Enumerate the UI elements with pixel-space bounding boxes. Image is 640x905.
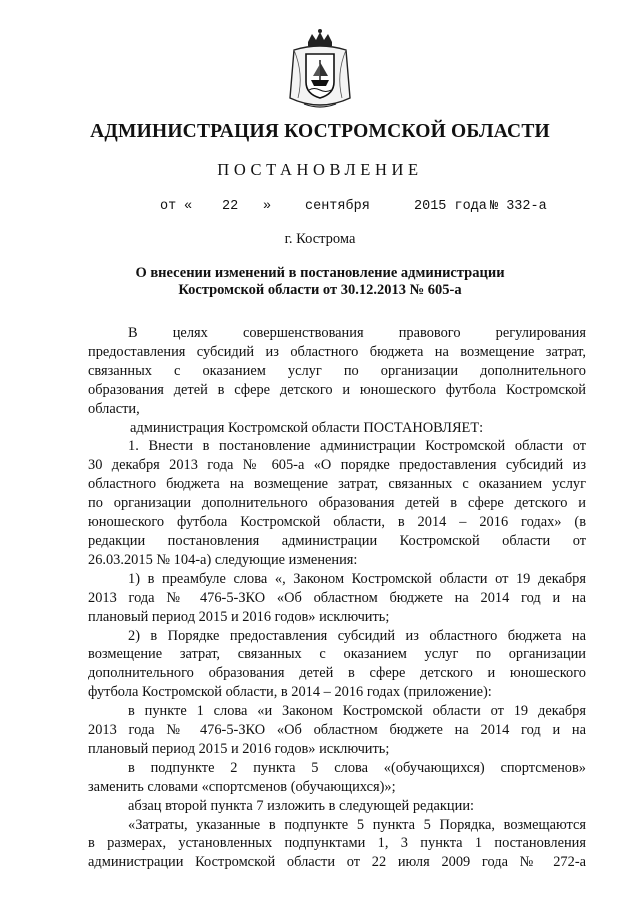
body-line: администрация Костромской области ПОСТАНОВЛЯЕТ:: [130, 419, 484, 436]
body-line: редакции постановления администрации Костромской области от: [88, 532, 586, 549]
coat-of-arms-emblem: [284, 28, 356, 112]
body-line: 2013 года № 476-5-ЗКО «Об областном бюджете на 2014 год и на: [88, 589, 586, 606]
body-line: в пункте 1 слова «и Законом Костромской области от 19 декабря: [128, 703, 586, 720]
document-body: [88, 324, 586, 872]
body-line: 30 декабря 2013 года № 605-а «О порядке предоставления субсидий из: [88, 457, 586, 474]
subject-line: О внесении изменений в постановление администрации: [135, 265, 505, 281]
body-line: юношеского футбола Костромской области, в 2014 – 2016 годах» (в: [88, 514, 586, 531]
body-line: предоставления субсидий из областного бюджета на возмещение затрат,: [88, 343, 586, 360]
date-year: 2015 года: [414, 199, 487, 214]
body-line: дополнительного образования детей в сфере детского и юношеского: [88, 665, 586, 682]
subject-line: Костромской области от 30.12.2013 № 605-а: [178, 282, 462, 298]
body-line: в подпункте 2 пункта 5 слова «(обучающихся) спортсменов»: [128, 759, 586, 776]
body-line: возмещение затрат, связанных с оказанием услуг по организации: [88, 646, 586, 663]
body-line: футбола Костромской области, в 2014 – 2016 годах (приложение):: [88, 684, 492, 701]
date-month: сентября: [305, 199, 370, 214]
body-line: В целях совершенствования правового регулирования: [128, 325, 586, 341]
document-type: ПОСТАНОВЛЕНИЕ: [217, 160, 423, 179]
body-line: области,: [88, 400, 140, 417]
body-line: 2) в Порядке предоставления субсидий из областного бюджета на: [128, 627, 586, 644]
date-day: 22: [222, 199, 239, 214]
body-line: областного бюджета на возмещение затрат, связанных с оказанием услуг: [88, 476, 586, 493]
document-date-line: [0, 199, 640, 219]
body-line: 26.03.2015 № 104-а) следующие изменения:: [88, 551, 358, 568]
body-line: администрации Костромской области от 22 июля 2009 года № 272-а: [88, 854, 586, 871]
body-line: связанных с оказанием услуг по организации дополнительного: [88, 362, 586, 379]
body-line: заменить словами «спортсменов (обучающихся)»;: [88, 778, 396, 795]
body-line: 2013 года № 476-5-ЗКО «Об областном бюджете на 2014 год и на: [88, 722, 586, 739]
body-line: в размерах, установленных подпунктами 1, 3 пункта 1 постановления: [88, 835, 586, 852]
date-prefix: от: [160, 199, 177, 214]
body-line: плановый период 2015 и 2016 годов» исключить;: [88, 608, 390, 625]
body-line: «Затраты, указанные в подпункте 5 пункта 5 Порядка, возмещаются: [128, 816, 586, 833]
body-line: 1) в преамбуле слова «, Законом Костромской области от 19 декабря: [128, 570, 586, 587]
body-line: 1. Внести в постановление администрации Костромской области от: [128, 438, 586, 455]
body-line: образования детей в сфере детского и юношеского футбола Костромской: [88, 381, 586, 398]
body-line: абзац второй пункта 7 изложить в следующей редакции:: [128, 797, 475, 814]
city-name: г. Кострома: [284, 231, 356, 247]
document-subject: [0, 265, 640, 299]
organization-title: АДМИНИСТРАЦИЯ КОСТРОМСКОЙ ОБЛАСТИ: [90, 121, 550, 142]
document-number: № 332-а: [490, 199, 547, 214]
body-line: по организации дополнительного образования детей в сфере детского и: [88, 495, 586, 512]
date-quote-open: «: [184, 199, 193, 214]
body-line: плановый период 2015 и 2016 годов» исключить;: [88, 740, 390, 757]
date-quote-close: »: [263, 199, 272, 214]
